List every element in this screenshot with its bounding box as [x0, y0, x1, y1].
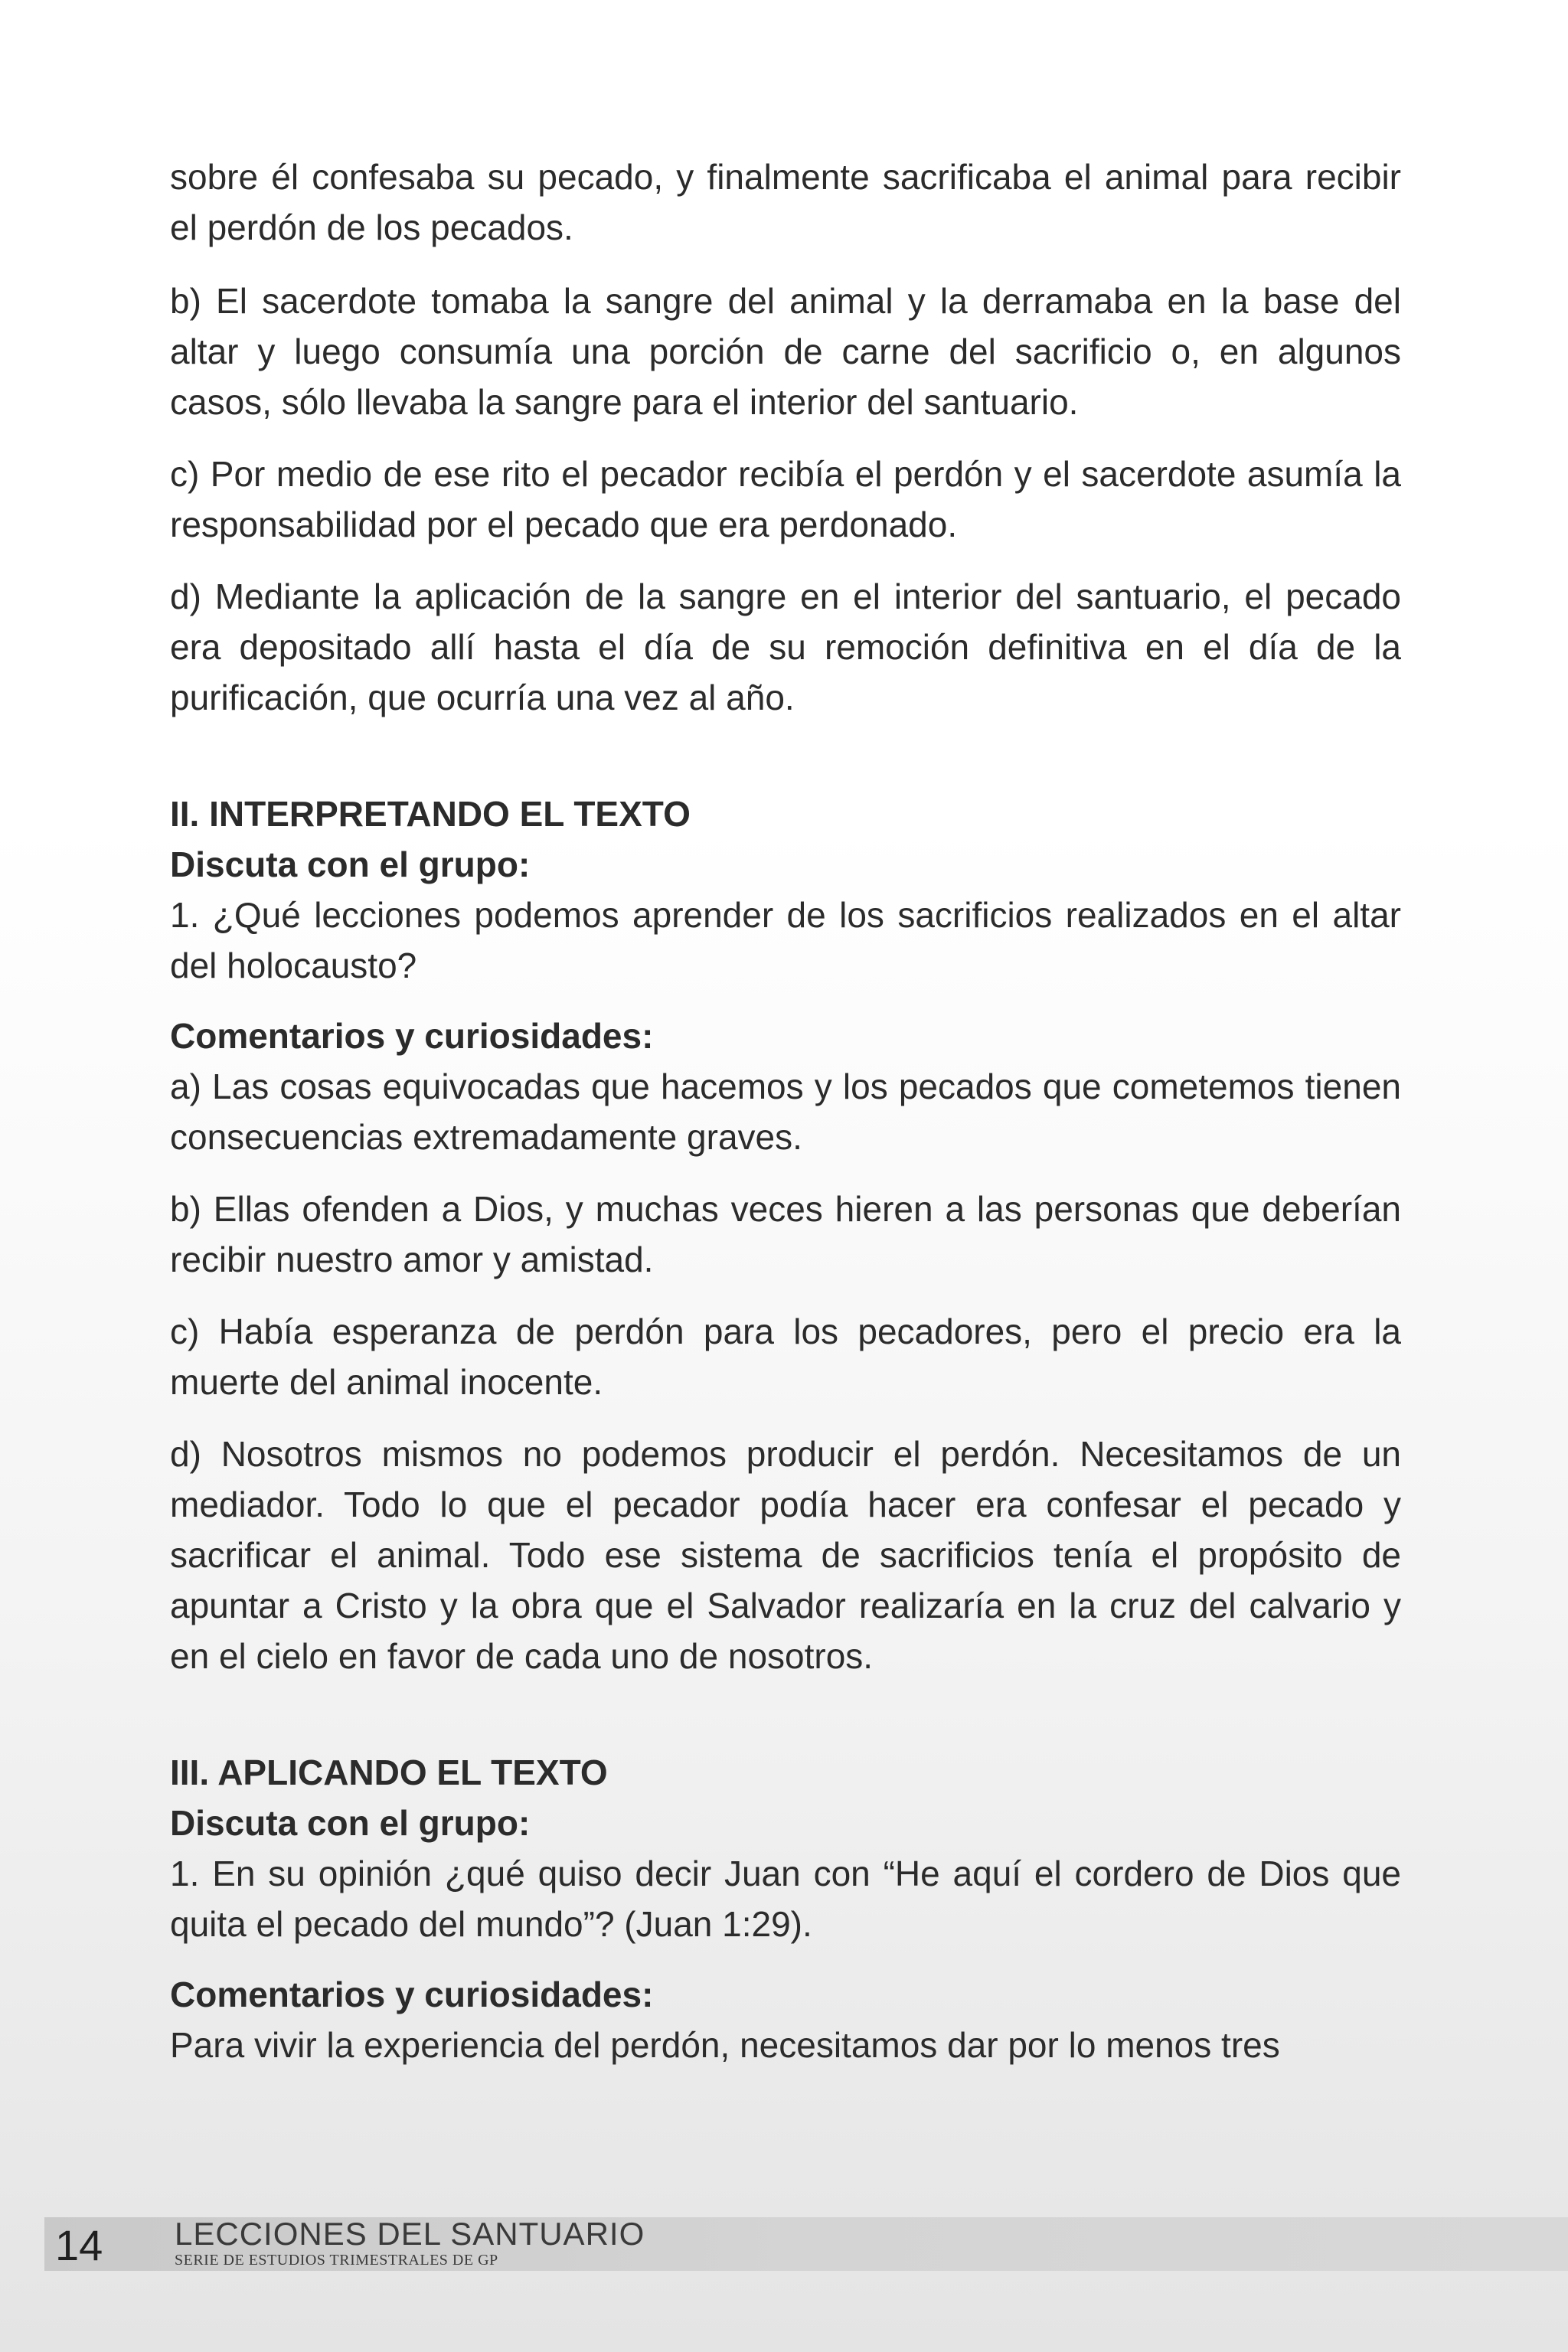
comment-paragraph: b) Ellas ofenden a Dios, y muchas veces hieren a las personas que deberían recibir nuestro amor y amistad. [170, 1189, 1401, 1279]
discuss-label: Discuta con el grupo: [170, 1803, 531, 1843]
comment-paragraph: c) Había esperanza de perdón para los pecadores, pero el precio era la muerte del animal inocente. [170, 1312, 1401, 1402]
body-paragraph: d) Mediante la aplicación de la sangre en el interior del santuario, el pecado era depositado allí hasta el día de su remoción definitiva en el día de la purificación, que ocurría una vez al año. [170, 577, 1401, 717]
comments-label: Comentarios y curiosidades: [170, 1016, 654, 1056]
discussion-question: 1. ¿Qué lecciones podemos aprender de los sacrificios realizados en el altar del holocausto? [170, 895, 1401, 985]
page-body [170, 152, 1401, 2092]
section-heading-aplicando: III. APLICANDO EL TEXTO [170, 1753, 608, 1792]
discuss-label: Discuta con el grupo: [170, 844, 531, 884]
body-paragraph: c) Por medio de ese rito el pecador recibía el perdón y el sacerdote asumía la responsabilidad por el pecado que era perdonado. [170, 454, 1401, 544]
section-heading-interpretando: II. INTERPRETANDO EL TEXTO [170, 794, 691, 834]
comments-label: Comentarios y curiosidades: [170, 1975, 654, 2014]
body-paragraph: b) El sacerdote tomaba la sangre del animal y la derramaba en la base del altar y luego consumía una porción de carne del sacrificio o, en algunos casos, sólo llevaba la sangre para el interior del santuario. [170, 281, 1401, 422]
footer-title: LECCIONES DEL SANTUARIO [175, 2216, 645, 2252]
comment-paragraph: d) Nosotros mismos no podemos producir el perdón. Necesitamos de un mediador. Todo lo que el pecador podía hacer era confesar el pecado y sacrificar el animal. Todo ese sistema de sacrificios tenía el propósito de apuntar a Cristo y la obra que el Salvador realizaría en la cruz del calvario y en el cielo en favor de cada uno de nosotros. [170, 1434, 1401, 1676]
discussion-question: 1. En su opinión ¿qué quiso decir Juan con “He aquí el cordero de Dios que quita el pecado del mundo”? (Juan 1:29). [170, 1854, 1401, 1944]
comment-paragraph: a) Las cosas equivocadas que hacemos y los pecados que cometemos tienen consecuencias extremadamente graves. [170, 1067, 1401, 1157]
body-paragraph: sobre él confesaba su pecado, y finalmente sacrificaba el animal para recibir el perdón de los pecados. [170, 157, 1401, 247]
page-number: 14 [55, 2221, 103, 2269]
footer-subtitle: SERIE DE ESTUDIOS TRIMESTRALES DE GP [175, 2252, 498, 2269]
comment-paragraph: Para vivir la experiencia del perdón, necesitamos dar por lo menos tres [170, 2025, 1280, 2065]
